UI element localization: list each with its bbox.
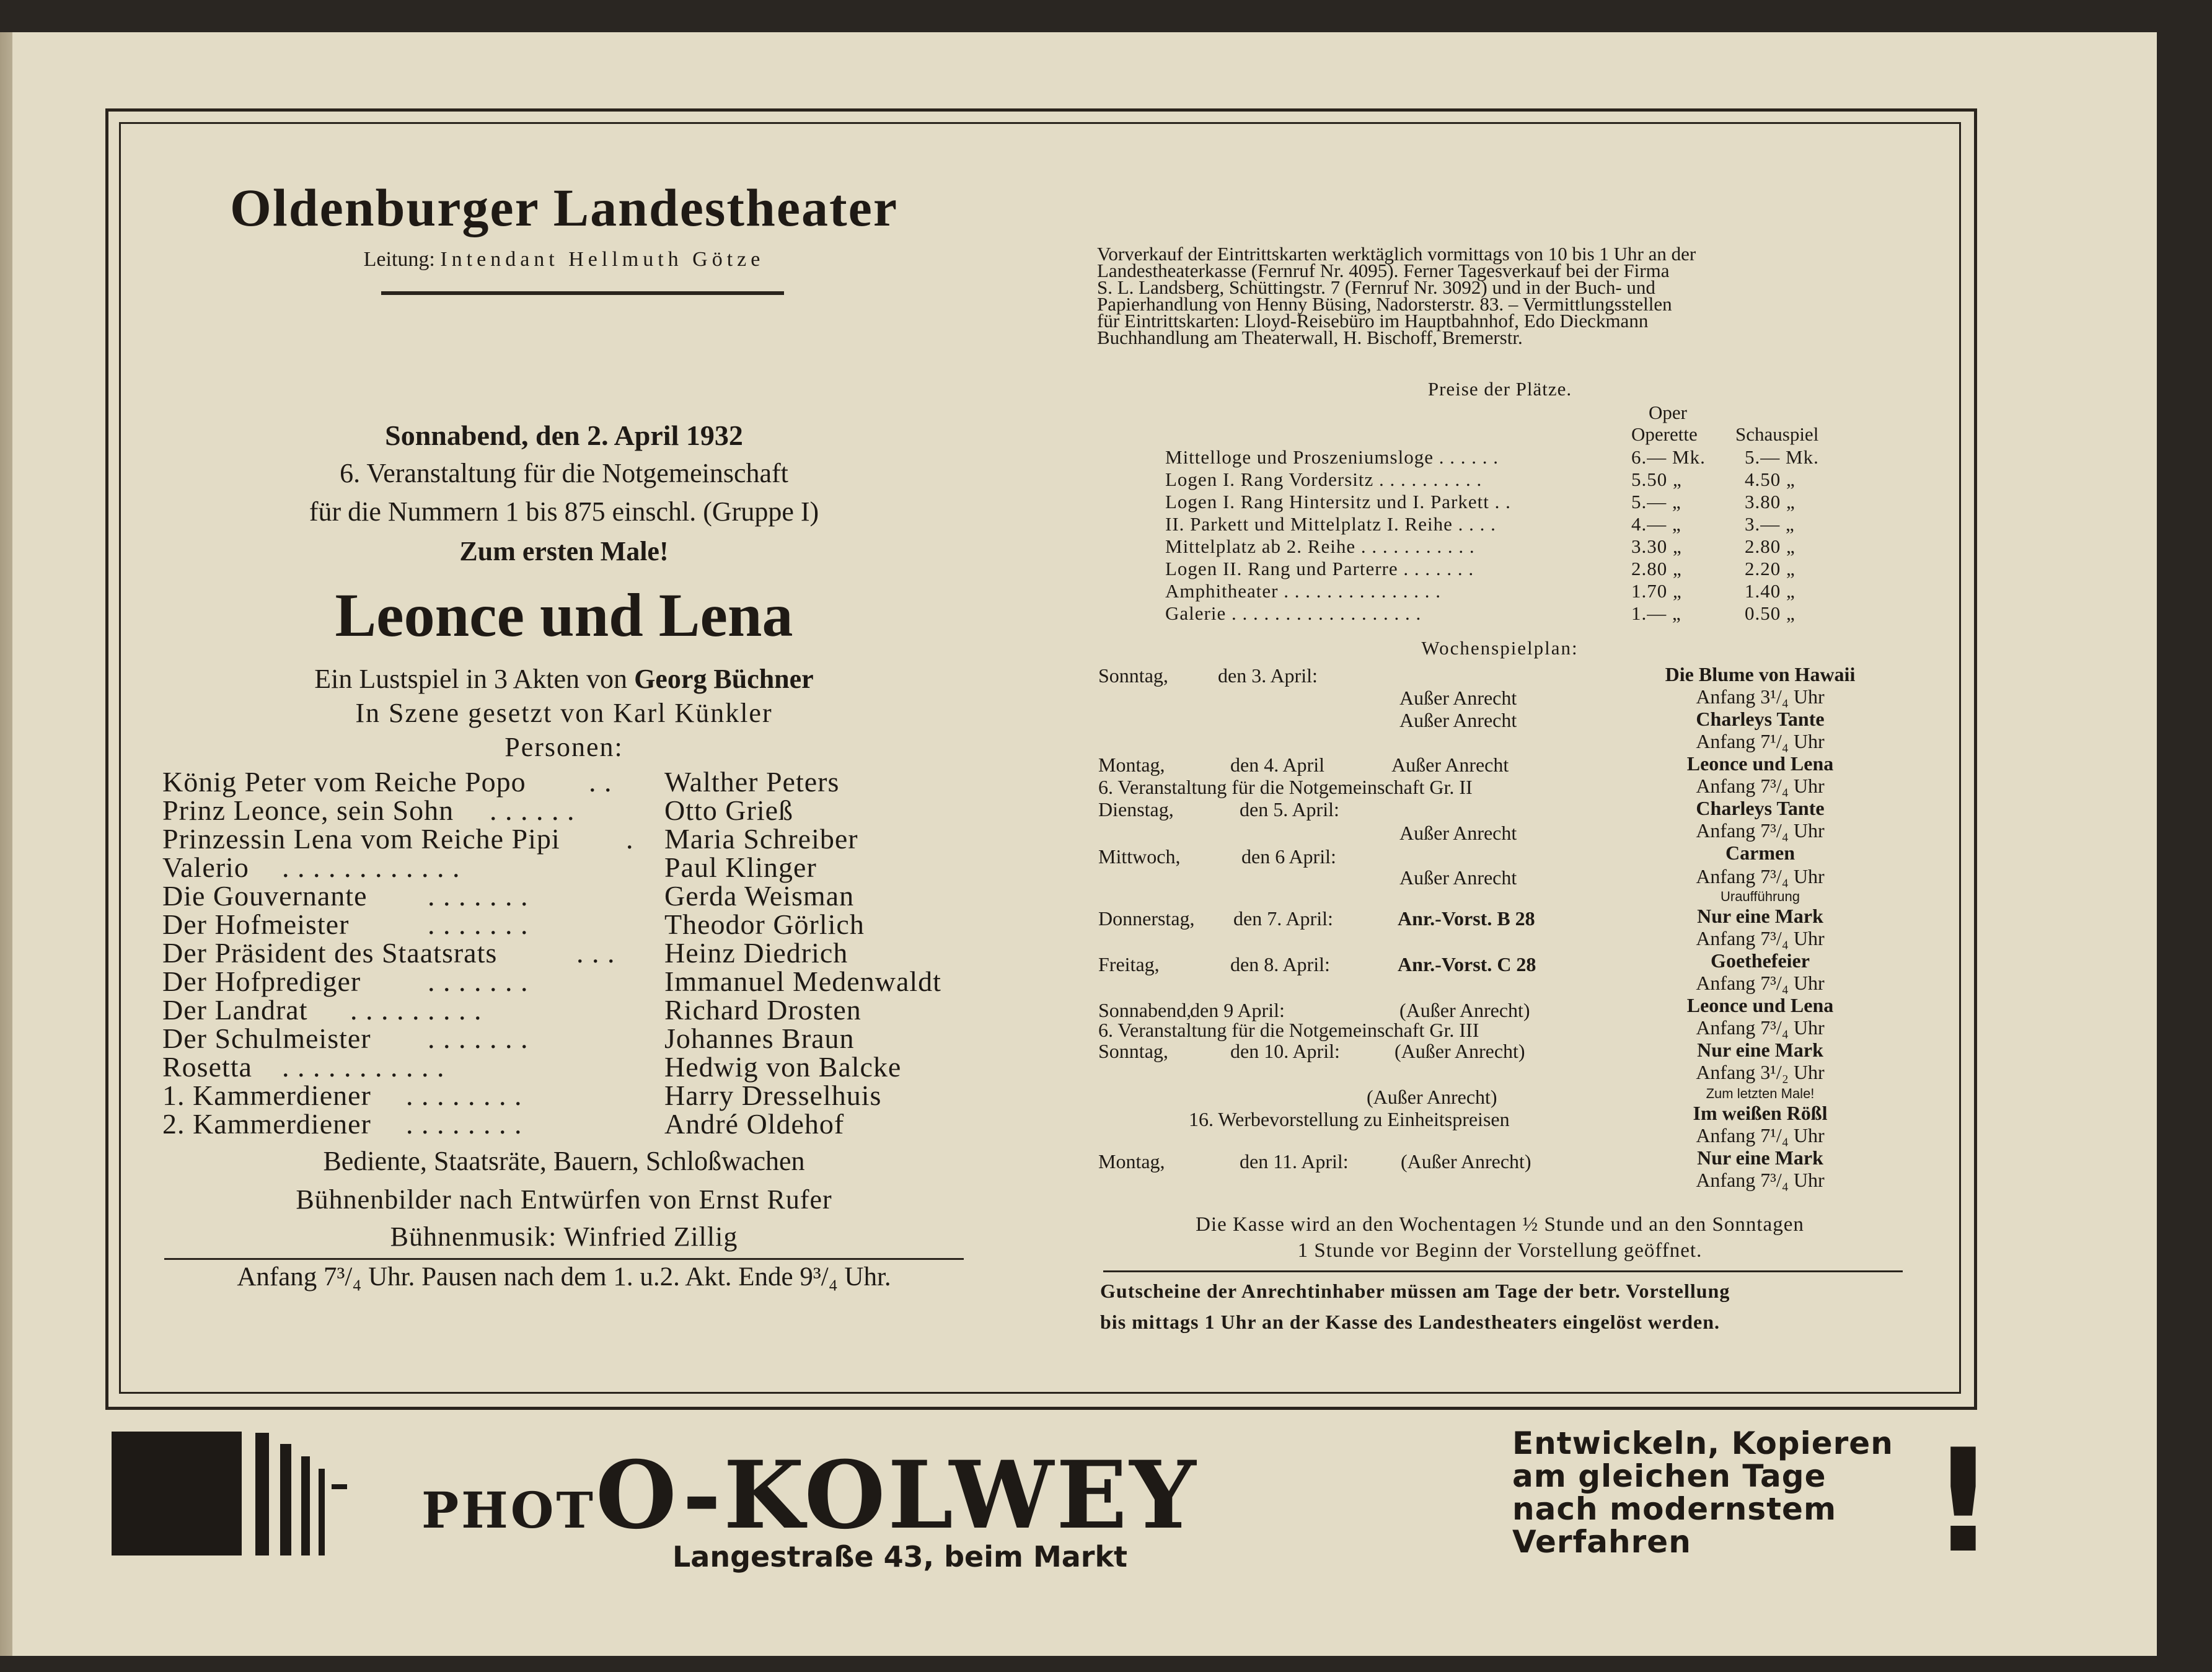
leitung-line <box>143 248 985 271</box>
cast-dots: . . . . . . . . <box>406 1108 522 1140</box>
schedule-show: Goethefeier <box>1711 949 1810 972</box>
price-row-name: Mittelloge und Proszeniumsloge . . . . . . <box>1165 446 1499 468</box>
schedule-date: den 11. April: <box>1240 1150 1349 1173</box>
director-line: In Szene gesetzt von Karl Künkler <box>355 698 773 728</box>
ad-slogan-line: am gleichen Tage <box>1512 1458 1826 1494</box>
schedule-day: Montag, <box>1098 1150 1165 1173</box>
schedule-show: Nur eine Mark <box>1697 905 1823 927</box>
price-row-p2: 2.80 „ <box>1745 535 1796 557</box>
cast-role: 1. Kammerdiener <box>162 1080 371 1111</box>
schedule-mid: Außer Anrecht <box>1399 687 1517 709</box>
schedule-mid: Außer Anrecht <box>1399 822 1517 844</box>
cast-actor: Paul Klinger <box>664 851 817 883</box>
schedule-day: Sonnabend, <box>1098 999 1192 1021</box>
schedule-show: Carmen <box>1725 842 1795 864</box>
kasse-line: Die Kasse wird an den Wochentagen ½ Stunde und an den Sonntagen <box>1196 1213 1804 1236</box>
schedule-date: den 8. April: <box>1230 953 1330 975</box>
schedule-mid: (Außer Anrecht) <box>1395 1040 1525 1062</box>
times-line: Anfang 7³/₄ Uhr. Pausen nach dem 1. u.2. Akt. Ende 9³/₄ Uhr. <box>237 1262 891 1291</box>
schedule-day: 6. Veranstaltung für die Notgemeinschaft Gr. III <box>1098 1019 1479 1041</box>
cast-dots: . . . <box>576 937 615 969</box>
music-line: Bühnenmusik: Winfried Zillig <box>390 1221 738 1252</box>
cast-actor: Theodor Görlich <box>664 909 865 940</box>
schedule-show: Anfang 3¹/₂ Uhr <box>1696 1061 1825 1083</box>
price-row-p1: 6.— Mk. <box>1631 446 1706 468</box>
cast-role: Der Landrat <box>162 994 308 1026</box>
vorverkauf-line: Vorverkauf der Eintrittskarten werktäglich vormittags von 10 bis 1 Uhr an der <box>1097 243 1696 265</box>
schedule-day: Sonntag, <box>1098 1040 1168 1062</box>
schedule-show: Leonce und Lena <box>1686 994 1834 1016</box>
cast-role: König Peter vom Reiche Popo <box>162 766 526 798</box>
schedule-day: Dienstag, <box>1098 798 1174 821</box>
schedule-show: Anfang 7³/₄ Uhr <box>1696 819 1825 842</box>
prices-heading: Preise der Plätze. <box>1427 378 1572 400</box>
schedule-date: den 3. April: <box>1218 664 1318 687</box>
vorverkauf-line: Buchhandlung am Theaterwall, H. Bischoff, Bremerstr. <box>1097 327 1523 348</box>
cast-actor: Otto Grieß <box>664 794 794 826</box>
schedule-mid: Außer Anrecht <box>1399 866 1517 889</box>
schedule-mid: (Außer Anrecht) <box>1401 1150 1531 1173</box>
schedule-show: Anfang 7³/₄ Uhr <box>1696 1169 1825 1191</box>
ad-address: Langestraße 43, beim Markt <box>672 1540 1128 1573</box>
schedule-show: Leonce und Lena <box>1686 752 1834 775</box>
play-subtitle <box>143 663 985 695</box>
schedule-show: Nur eine Mark <box>1697 1039 1823 1061</box>
cast-role: 2. Kammerdiener <box>162 1108 371 1140</box>
cast-role: Valerio <box>162 851 249 883</box>
cast-role: Der Präsident des Staatsrats <box>162 937 498 969</box>
cast-role: Der Hofprediger <box>162 966 361 997</box>
cast-role: Die Gouvernante <box>162 880 368 912</box>
price-row-p1: 5.— „ <box>1631 491 1681 513</box>
cast-dots: . . . . . . . <box>428 880 529 912</box>
schedule-show: Anfang 7³/₄ Uhr <box>1696 1016 1825 1039</box>
premiere-note: Zum ersten Male! <box>459 536 669 566</box>
schedule-mid: (Außer Anrecht) <box>1367 1086 1497 1108</box>
cast-actor: Hedwig von Balcke <box>664 1051 902 1083</box>
cast-dots: . . . . . . . <box>428 909 529 940</box>
price-row-p2: 3.80 „ <box>1745 491 1796 513</box>
play-title: Leonce und Lena <box>335 581 793 649</box>
price-row-p1: 1.— „ <box>1631 602 1681 624</box>
ad-logo-block <box>112 1432 242 1555</box>
cast-dots: . . . . . . . . <box>406 1080 522 1111</box>
price-row-p1: 5.50 „ <box>1631 469 1682 490</box>
price-row-p2: 4.50 „ <box>1745 469 1796 490</box>
schedule-show: Anfang 7¹/₄ Uhr <box>1696 1124 1825 1146</box>
cast-actor: Walther Peters <box>664 766 840 798</box>
price-row-p1: 3.30 „ <box>1631 535 1682 557</box>
event-date: Sonnabend, den 2. April 1932 <box>385 420 743 451</box>
schedule-show: Charleys Tante <box>1696 708 1825 730</box>
schedule-show: Anfang 3¹/₄ Uhr <box>1696 685 1825 708</box>
price-row-p2: 1.40 „ <box>1745 580 1796 602</box>
price-row-name: Logen I. Rang Vordersitz . . . . . . . . . . <box>1165 469 1483 490</box>
schedule-date: den 9 April: <box>1190 999 1285 1021</box>
title-rule <box>381 291 784 295</box>
gutscheine-line: Gutscheine der Anrechtinhaber müssen am Tage der betr. Vorstellung <box>1100 1280 1730 1302</box>
cast-actor: Gerda Weisman <box>664 880 855 912</box>
schedule-show: Anfang 7³/₄ Uhr <box>1696 865 1825 887</box>
schedule-date: den 10. April: <box>1230 1040 1340 1062</box>
kasse-line: 1 Stunde vor Beginn der Vorstellung geöffnet. <box>1297 1239 1703 1262</box>
price-row-p2: 0.50 „ <box>1745 602 1796 624</box>
schedule-day: Montag, <box>1098 754 1165 776</box>
cast-role: Der Hofmeister <box>162 909 350 940</box>
price-row-name: Logen II. Rang und Parterre . . . . . . . <box>1165 558 1474 579</box>
schedule-day: 6. Veranstaltung für die Notgemeinschaft Gr. II <box>1098 776 1473 798</box>
schedule-show: Nur eine Mark <box>1697 1146 1823 1169</box>
cast-role: Prinzessin Lena vom Reiche Pipi <box>162 823 560 855</box>
play-author: Georg Büchner <box>634 664 814 694</box>
event-line-2: für die Nummern 1 bis 875 einschl. (Gruppe I) <box>309 496 819 527</box>
price-row-name: Amphitheater . . . . . . . . . . . . . . . <box>1165 580 1441 602</box>
price-row-name: Galerie . . . . . . . . . . . . . . . . . . <box>1165 602 1422 624</box>
cast-dots: . . <box>589 766 612 798</box>
extras-line: Bediente, Staatsräte, Bauern, Schloßwachen <box>323 1146 805 1176</box>
price-row-name: II. Parkett und Mittelplatz I. Reihe . . . . <box>1165 513 1496 535</box>
cast-actor: Richard Drosten <box>664 994 861 1026</box>
cast-actor: Immanuel Medenwaldt <box>664 966 941 997</box>
vorverkauf-line: Landestheaterkasse (Fernruf Nr. 4095). Ferner Tagesverkauf bei der Firma <box>1097 260 1670 281</box>
schedule-date: den 7. April: <box>1233 907 1333 930</box>
cast-dots: . <box>626 823 634 855</box>
schedule-day: Mittwoch, <box>1098 845 1181 868</box>
schedule-show: Charleys Tante <box>1696 797 1825 819</box>
schedule-show: Anfang 7³/₄ Uhr <box>1696 775 1825 797</box>
schedule-show: Die Blume von Hawaii <box>1665 663 1856 685</box>
cast-actor: Heinz Diedrich <box>664 937 848 969</box>
cast-dots: . . . . . . . . . . . . <box>282 851 460 883</box>
play-subtitle-prefix: Ein Lustspiel in 3 Akten von <box>314 664 628 694</box>
price-row-p1: 2.80 „ <box>1631 558 1682 579</box>
schedule-day: Sonntag, <box>1098 664 1168 687</box>
cast-actor: Johannes Braun <box>664 1023 855 1054</box>
schedule-mid: Anr.-Vorst. C 28 <box>1398 953 1536 975</box>
price-row-p2: 5.— Mk. <box>1745 446 1819 468</box>
schedule-show: Anfang 7³/₄ Uhr <box>1696 927 1825 949</box>
cast-role: Der Schulmeister <box>162 1023 371 1054</box>
schedule-day: Freitag, <box>1098 953 1160 975</box>
schedule-date: den 5. April: <box>1240 798 1339 821</box>
schedule-heading: Wochenspielplan: <box>1421 637 1579 659</box>
stage-design-line: Bühnenbilder nach Entwürfen von Ernst Rufer <box>296 1184 832 1215</box>
ad-name-small: PHOT <box>421 1481 596 1539</box>
cast-role: Rosetta <box>162 1051 252 1083</box>
cast-dots: . . . . . . . . . <box>350 994 482 1026</box>
vorverkauf-line: Papierhandlung von Henny Büsing, Nadorsterstr. 83. – Vermittlungsstellen <box>1097 293 1672 315</box>
cast-actor: Harry Dresselhuis <box>664 1080 882 1111</box>
price-row-p2: 2.20 „ <box>1745 558 1796 579</box>
ad-name-big: O-KOLWEY <box>595 1441 1199 1550</box>
ad-slogan-line: nach modernstem <box>1512 1491 1837 1527</box>
schedule-date: den 6 April: <box>1241 845 1336 868</box>
cast-dots: . . . . . . . . . . . <box>282 1051 445 1083</box>
gutscheine-rule <box>1103 1270 1903 1272</box>
cast-actor: André Oldehof <box>664 1108 845 1140</box>
price-row-name: Logen I. Rang Hintersitz und I. Parkett . . <box>1165 491 1511 513</box>
theater-title: Oldenburger Landestheater <box>229 178 898 237</box>
vorverkauf-line: für Eintrittskarten: Lloyd-Reisebüro im Hauptbahnhof, Edo Dieckmann <box>1097 310 1649 332</box>
schedule-mid: 16. Werbevorstellung zu Einheitspreisen <box>1189 1108 1510 1130</box>
leitung-name: Intendant Hellmuth Götze <box>440 248 765 271</box>
vorverkauf-line: S. L. Landsberg, Schüttingstr. 7 (Fernruf Nr. 3092) und in der Buch- und <box>1097 276 1655 298</box>
gutscheine-line: bis mittags 1 Uhr an der Kasse des Landestheaters eingelöst werden. <box>1100 1311 1721 1333</box>
schedule-mid: (Außer Anrecht) <box>1399 999 1530 1021</box>
schedule-mid: Außer Anrecht <box>1391 754 1509 776</box>
cast-dots: . . . . . . . <box>428 966 529 997</box>
ad-exclamation-mark: ! <box>1931 1419 1996 1585</box>
ad-slogan-line: Entwickeln, Kopieren <box>1512 1425 1893 1461</box>
schedule-mid: Anr.-Vorst. B 28 <box>1398 907 1535 930</box>
prices-col-schauspiel: Schauspiel <box>1735 423 1819 445</box>
cast-dots: . . . . . . . <box>428 1023 529 1054</box>
schedule-show: Anfang 7³/₄ Uhr <box>1696 972 1825 994</box>
prices-col-operette: Operette <box>1631 423 1698 445</box>
cast-dots: . . . . . . <box>490 794 575 826</box>
price-row-p2: 3.— „ <box>1745 513 1795 535</box>
price-row-p1: 4.— „ <box>1631 513 1681 535</box>
schedule-day: Donnerstag, <box>1098 907 1195 930</box>
schedule-show: Anfang 7¹/₄ Uhr <box>1696 730 1825 752</box>
schedule-show: Uraufführung <box>1720 889 1800 904</box>
personen-heading: Personen: <box>505 732 624 762</box>
schedule-show: Zum letzten Male! <box>1706 1086 1815 1101</box>
cast-role: Prinz Leonce, sein Sohn <box>162 794 454 826</box>
ad-company-name <box>421 1441 1199 1550</box>
event-line-1: 6. Veranstaltung für die Notgemeinschaft <box>340 458 788 488</box>
price-row-name: Mittelplatz ab 2. Reihe . . . . . . . . . . . <box>1165 535 1475 557</box>
schedule-show: Im weißen Rößl <box>1693 1102 1828 1124</box>
price-row-p1: 1.70 „ <box>1631 580 1682 602</box>
ad-slogan-line: Verfahren <box>1512 1524 1691 1560</box>
cast-actor: Maria Schreiber <box>664 823 858 855</box>
prices-col-oper: Oper <box>1649 402 1687 423</box>
leitung-label: Leitung: <box>363 248 435 271</box>
schedule-date: den 4. April <box>1230 754 1324 776</box>
times-rule <box>164 1258 964 1260</box>
schedule-mid: Außer Anrecht <box>1399 709 1517 731</box>
